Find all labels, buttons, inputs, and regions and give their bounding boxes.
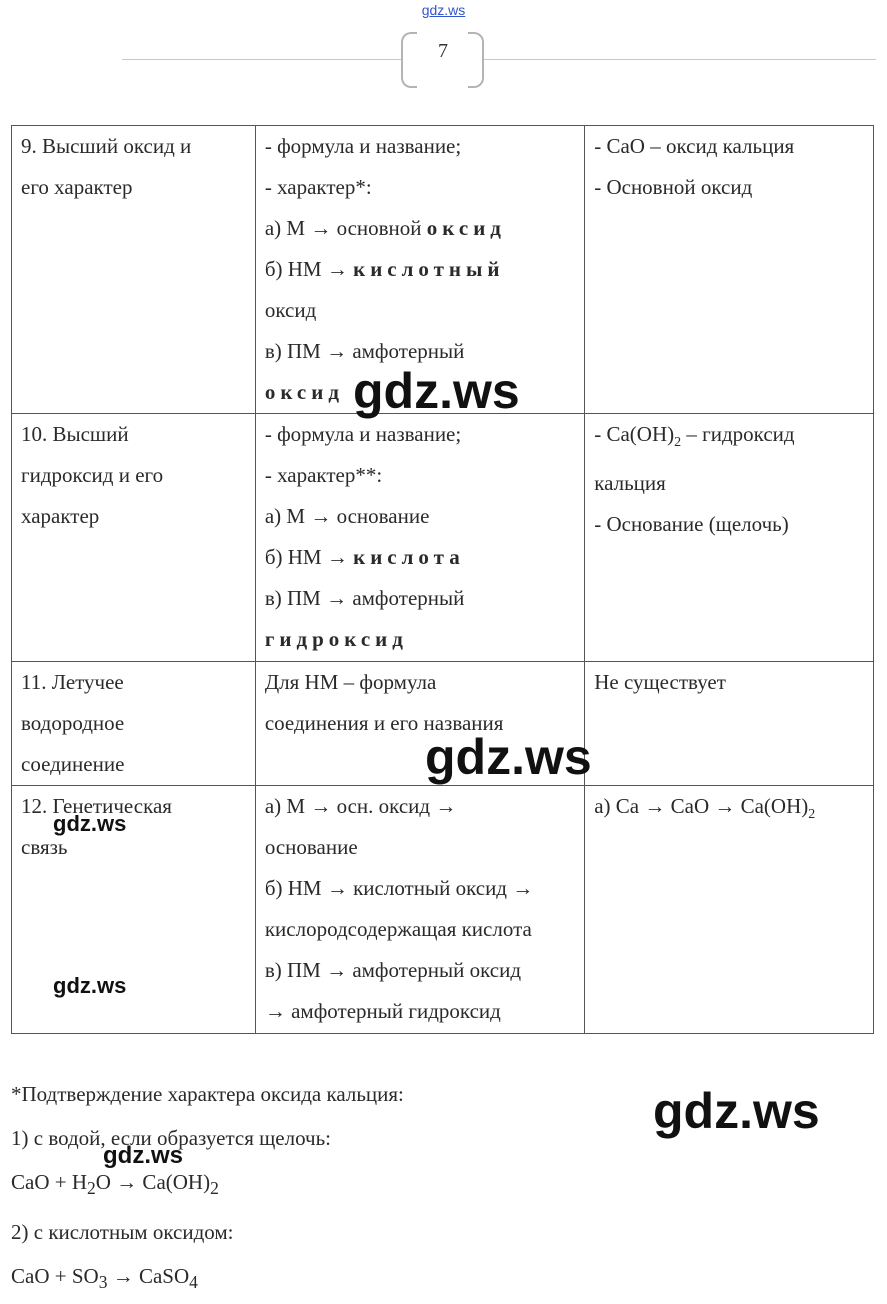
cell-line: - $Ca(OH)_2$ – гидроксид (594, 422, 795, 451)
cell-line: Не существует (594, 670, 726, 694)
cell-line: гидроксид и его (21, 463, 164, 487)
cell-line: б) НМ → кислота (264, 545, 465, 569)
description-cell (255, 786, 584, 1034)
cell-line: связь (21, 835, 68, 859)
cell-line: а) М → осн. оксид → (264, 794, 457, 818)
cell-line: - формула и название; (264, 422, 462, 446)
description-cell (255, 414, 584, 662)
cell-line: водородное (21, 711, 125, 735)
indicator-cell (12, 786, 256, 1034)
watermark: gdz.ws (53, 973, 127, 998)
table-row (12, 786, 874, 1034)
cell-line: б) НМ → кислотный оксид → (264, 876, 534, 900)
cell-line: 10. Высший (21, 422, 129, 446)
cell-line: кальция (594, 471, 666, 496)
cell-line: - формула и название; (264, 134, 462, 158)
header-rule-right (484, 59, 876, 60)
cell-line: характер (21, 504, 100, 528)
notes-block (11, 1072, 404, 1304)
watermark: gdz.ws (53, 811, 127, 836)
cell-line: его характер (21, 175, 133, 199)
note-item-2: 2) с кислотным оксидом: (11, 1220, 234, 1245)
cell-line: оксид (264, 298, 317, 322)
equation-2: CaO + $SO_3$ → CaSO$_4$ (11, 1264, 198, 1293)
note-title: *Подтверждение характера оксида кальция: (11, 1082, 404, 1106)
indicator-cell (12, 414, 256, 662)
watermark: gdz.ws (353, 363, 520, 419)
example-cell (585, 662, 874, 786)
cell-line: → амфотерный гидроксид (264, 999, 501, 1023)
cell-line: - CaO – оксид кальция (594, 134, 795, 158)
cell-line: а) М → основание (264, 504, 430, 528)
site-link[interactable]: gdz.ws (421, 2, 466, 18)
cell-line: 12. Генетическая (21, 794, 172, 818)
cell-line: гидроксид (264, 627, 408, 651)
equation-1: CaO + $H_2O \to Ca(OH)_2$ (11, 1170, 219, 1199)
cell-line: - характер**: (264, 463, 383, 487)
watermark: gdz.ws (653, 1083, 820, 1139)
example-cell (585, 126, 874, 414)
table-row (12, 414, 874, 662)
cell-line: 9. Высший оксид и (21, 134, 192, 158)
indicator-cell (12, 126, 256, 414)
cell-line: Для НМ – формула (264, 670, 437, 694)
cell-line: соединение (21, 752, 125, 776)
example-cell (585, 786, 874, 1034)
header-rule-left (122, 59, 402, 60)
page-number: 7 (438, 40, 448, 62)
cell-line: основание (264, 835, 358, 859)
cell-line: в) ПМ → амфотерный оксид (264, 958, 522, 982)
properties-table (11, 125, 874, 1034)
cell-line: соединения и его названия (264, 711, 504, 735)
example-cell (585, 414, 874, 662)
watermark: gdz.ws (425, 729, 592, 785)
cell-line: а) М → основной оксид (264, 216, 506, 240)
cell-line: кислородсодержащая кислота (264, 917, 532, 941)
cell-line: 11. Летучее (21, 670, 124, 694)
watermark: gdz.ws (103, 1142, 184, 1169)
cell-line: - Основание (щелочь) (594, 512, 789, 537)
note-item-1: 1) с водой, если образуется щелочь: (11, 1126, 332, 1150)
cell-line: в) ПМ → амфотерный (264, 339, 465, 363)
cell-line: б) НМ → кислотный (264, 257, 505, 281)
indicator-cell (12, 662, 256, 786)
cell-line: оксид (264, 380, 344, 404)
cell-line: а) Ca → CaO → $Ca(OH)_2$ (594, 794, 816, 823)
cell-line: - характер*: (264, 175, 372, 199)
cell-line: - Основной оксид (594, 175, 753, 199)
cell-line: в) ПМ → амфотерный (264, 586, 465, 610)
